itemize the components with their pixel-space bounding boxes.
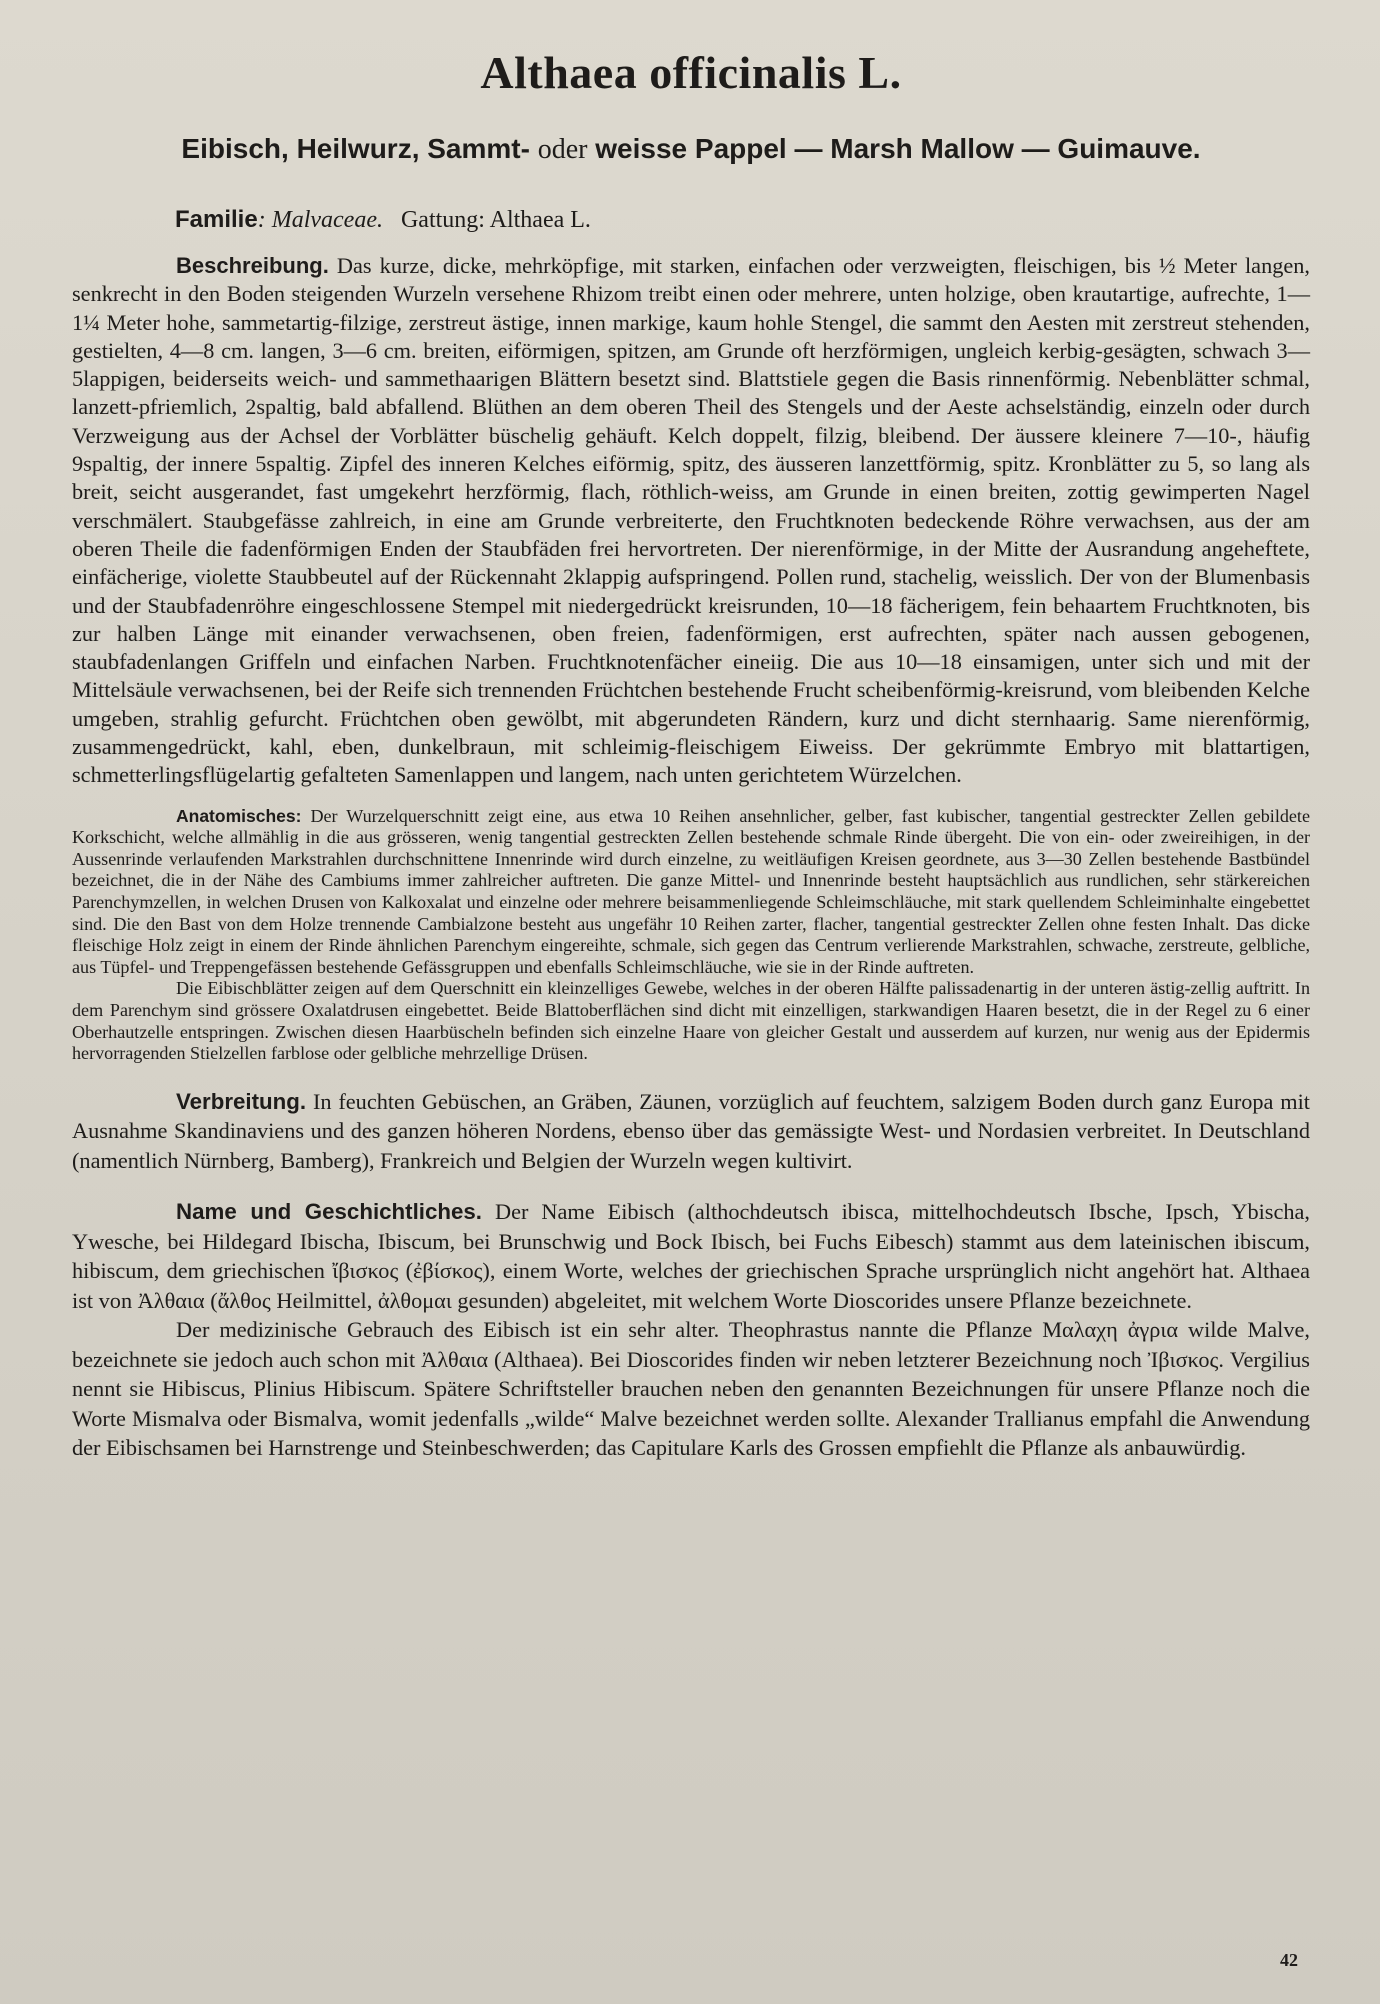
common-names-rest: weisse Pappel — Marsh Mallow — Guimauve. — [595, 133, 1201, 164]
beschreibung-text: Das kurze, dicke, mehrköpfige, mit starken, einfachen oder verzweigten, fleischigen, bis ½ Meter langen, senkrecht in den Boden steigenden Wurzeln versehene Rhizom treibt einen oder mehrere, unten holzige, oben krautartige, aufrechte, 1—1¼ Meter hohe, sammetartig-filzige, zerstreut ästige, innen markige, kaum hohle Stengel, die sammt den Aesten mit zerstreut stehenden, gestielten, 4—8 cm. langen, 3—6 cm. breiten, eiförmigen, spitzen, am Grunde oft herzförmigen, ungleich kerbig-gesägten, schwach 3—5lappigen, beiderseits weich- und sammethaarigen Blättern besetzt sind. Blattstiele gegen die Basis rinnenförmig. Nebenblätter schmal, lanzett-pfriemlich, 2spaltig, bald abfallend. Blüthen an dem oberen Theil des Stengels und der Aeste achselständig, einzeln oder durch Verzweigung aus der Achsel der Vorblätter büschelig gehäuft. Kelch doppelt, filzig, bleibend. Der äussere kleinere 7—10-, häufig 9spaltig, der innere 5spaltig. Zipfel des inneren Kelches eiförmig, spitz, des äusseren lanzettförmig, spitz. Kronblätter zu 5, so lang als breit, seicht ausgerandet, fast umgekehrt herzförmig, flach, röthlich-weiss, am Grunde in einen breiten, zottig gewimperten Nagel verschmälert. Staubgefässe zahlreich, in eine am Grunde verbreiterte, den Fruchtknoten bedeckende Röhre verwachsen, aus der am oberen Theile die fadenförmigen Enden der Staubfäden frei hervortreten. Der nierenförmige, in der Mitte der Ausrandung angeheftete, einfächerige, violette Staubbeutel auf der Rückennaht 2klappig aufspringend. Pollen rund, stachelig, weisslich. Der von der Blumenbasis und der Staubfadenröhre eingeschlossene Stempel mit niedergedrückt kreisrunden, 10—18 fächerigem, fein behaartem Fruchtknoten, bis zur halben Länge mit einander verwachsenen, oben freien, fadenförmigen, erst aufrechten, später nach aussen gebogenen, staubfadenlangen Griffeln und einfachen Narben. Fruchtknotenfächer eineiig. Die aus 10—18 einsamigen, unter sich und mit der Mittelsäule verwachsenen, bei der Reife sich trennenden Früchtchen bestehende Frucht scheibenförmig-kreisrund, vom bleibenden Kelche umgeben, strahlig gefurcht. Früchtchen oben gewölbt, mit abgerundeten Rändern, kurz und dicht sternhaarig. Same nierenförmig, zusammengedrückt, kahl, eben, dunkelbraun, mit schleimig-fleischigem Eiweiss. Der gekrümmte Embryo mit blattartigen, schmetterlingsflügelartig gefalteten Samenlappen und langem, nach unten gerichtetem Würzelchen. — [72, 253, 1310, 788]
page-title: Althaea officinalis L. — [480, 47, 902, 98]
verbreitung-heading: Verbreitung. — [176, 1088, 307, 1114]
familie-value: : Malvaceae. — [257, 207, 383, 233]
anatomisches-text-1: Der Wurzelquerschnitt zeigt eine, aus etwa 10 Reihen ansehnlicher, gelber, fast kubischer, tangential gestreckter Zellen gebildete Korkschicht, welche allmählig in die aus grösseren, wenig tangential gestreckten Zellen bestehende schmale Rinde übergeht. Die von ein- oder zweireihigen, in der Aussenrinde verlaufenden Markstrahlen durchschnittene Innenrinde wird durch einzelne, zu weitläufigen Kreisen geordnete, aus 3—30 Zellen bestehende Bastbündel bezeichnet, die in der Nähe des Cambiums immer zahlreicher auftreten. Die ganze Mittel- und Innenrinde besteht hauptsächlich aus rundlichen, sehr stärkereichen Parenchymzellen, in welchen Drusen von Kalkoxalat und einzelne oder mehrere beisammenliegende Schleimschläuche, mit stark quellendem Schleiminhalte eingebettet sind. Die den Bast von dem Holze trennende Cambialzone besteht aus ungefähr 10 Reihen zarter, flacher, tangential gestreckter Zellen ohne festen Inhalt. Das dicke fleischige Holz zeigt in einem der Rinde ähnlichen Parenchym eingereihte, schmale, sich gegen das Centrum verlierende Markstrahlen, schwache, zerstreute, gelbliche, aus Tüpfel- und Treppengefässen bestehende Gefässgruppen und ebenfalls Schleimschläuche, wie sie in der Rinde auftreten. — [72, 805, 1310, 977]
section-anatomisches — [72, 806, 1310, 1065]
section-beschreibung — [72, 252, 1310, 790]
section-verbreitung — [72, 1087, 1310, 1176]
name-text-1: Der Name Eibisch (althochdeutsch ibisca, mittelhochdeutsch Ibsche, Ipsch, Ybischa, Ywesche, bei Hildegard Ibischa, Ibiscum, bei Brunschwig und Bock Ibisch, bei Fuchs Eibesch) stammt aus dem lateinischen ibiscum, hibiscum, dem griechischen ἴβισκος (ἐβίσκος), einem Worte, welches der griechischen Sprache ursprünglich nicht angehört hat. Althaea ist von Ἀλθαια (ἄλθος Heilmittel, ἀλθομαι gesunden) abgeleitet, mit welchem Worte Dioscorides unsere Pflanze bezeichnete. — [72, 1199, 1310, 1313]
verbreitung-text: In feuchten Gebüschen, an Gräben, Zäunen, vorzüglich auf feuchtem, salzigem Boden durch ganz Europa mit Ausnahme Skandinaviens und des ganzen höheren Nordens, ebenso über das gemässigte West- und Nordasien verbreitet. In Deutschland (namentlich Nürnberg, Bamberg), Frankreich und Belgien der Wurzeln wegen kultivirt. — [72, 1088, 1311, 1173]
anatomisches-paragraph-1 — [72, 806, 1310, 979]
verbreitung-paragraph — [72, 1087, 1310, 1176]
name-paragraph-2: Der medizinische Gebrauch des Eibisch ist ein sehr alter. Theophrastus nannte die Pflanze Μαλαχη ἀγρια wilde Malve, bezeichnete sie jedoch auch schon mit Ἀλθαια (Althaea). Bei Dioscorides finden wir neben letzterer Bezeichnung noch Ἰβισκος. Vergilius nennt sie Hibiscus, Plinius Hibiscum. Spätere Schriftsteller brauchen neben den genannten Bezeichnungen für unsere Pflanze noch die Worte Mismalva oder Bismalva, womit jedenfalls „wilde“ Malve bezeichnet werden sollte. Alexander Trallianus empfahl die Anwendung der Eibischsamen bei Harnstrenge und Steinbeschwerden; das Capitulare Karls des Grossen empfiehlt die Pflanze als anbauwürdig. — [72, 1317, 1310, 1461]
gattung-value: Gattung: Althaea L. — [400, 207, 591, 233]
common-names-line — [72, 133, 1310, 166]
name-heading: Name und Geschichtliches. — [176, 1199, 482, 1225]
name-paragraph-1 — [72, 1197, 1310, 1315]
common-names-german: Eibisch, Heilwurz, Sammt- — [181, 133, 530, 164]
beschreibung-heading: Beschreibung. — [176, 253, 329, 278]
page-number: 42 — [1280, 1950, 1298, 1970]
section-name-geschichte — [72, 1197, 1310, 1463]
taxonomy-line — [175, 206, 1310, 234]
anatomisches-heading: Anatomisches: — [176, 805, 302, 826]
anatomisches-paragraph-2: Die Eibischblätter zeigen auf dem Querschnitt ein kleinzelliges Gewebe, welches in der oberen Hälfte palissadenartig in der unteren ästig-zellig auftritt. In dem Parenchym sind grössere Oxalatdrusen eingebettet. Beide Blattoberflächen sind dicht mit einzelligen, starkwandigen Haaren besetzt, die in der Regel zu 6 einer Oberhautzelle entspringen. Zwischen diesen Haarbüscheln befinden sich einzelne Haare von gleicher Gestalt und ausserdem auf kurzen, nur wenig aus der Epidermis hervorragenden Stielzellen farblose oder gelbliche mehrzellige Drüsen. — [72, 978, 1310, 1064]
beschreibung-paragraph — [72, 252, 1310, 790]
familie-label: Familie — [175, 206, 258, 233]
common-names-oder: oder — [537, 134, 588, 165]
